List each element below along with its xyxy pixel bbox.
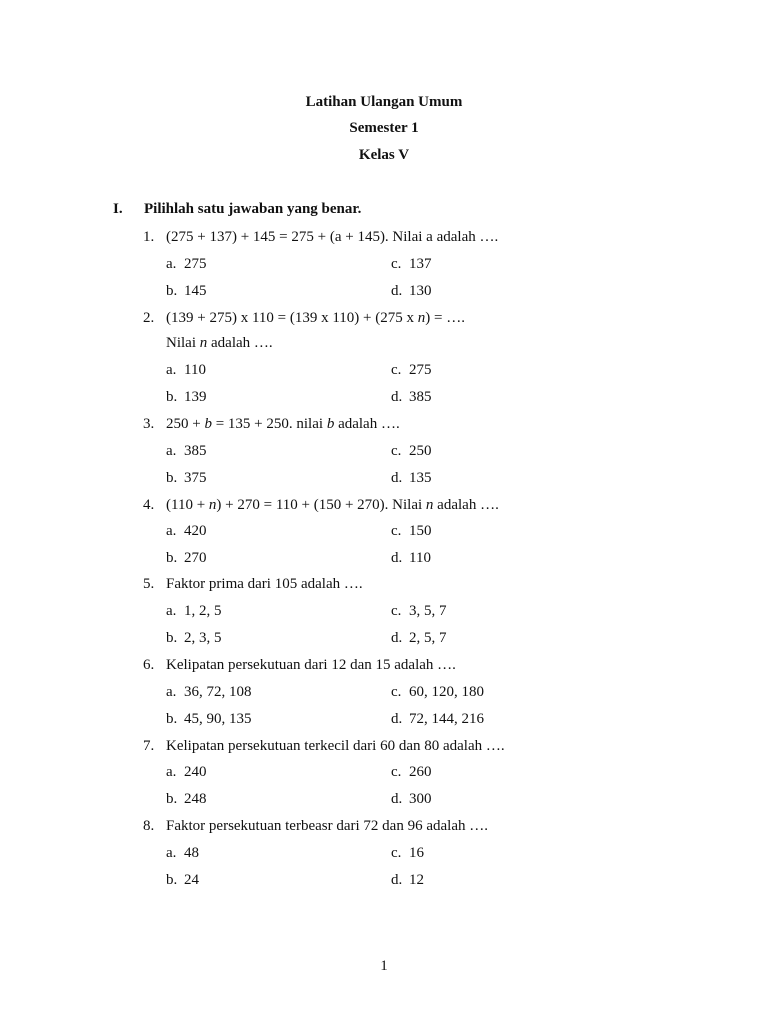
option-b: b. 248 [166, 791, 207, 807]
option-c: c. 150 [391, 523, 432, 539]
option-a: a. 110 [166, 362, 206, 378]
semester-label: Semester 1 [349, 120, 419, 136]
question-number: 2. [143, 310, 155, 326]
question-text: Faktor prima dari 105 adalah …. [166, 576, 363, 592]
option-a: a. 48 [166, 845, 199, 861]
option-b: b. 24 [166, 872, 199, 888]
option-d: d. 2, 5, 7 [391, 630, 447, 646]
question-text: Faktor persekutuan terbeasr dari 72 dan 96 adalah …. [166, 818, 488, 834]
option-d: d. 12 [391, 872, 424, 888]
class-label: Kelas V [358, 147, 410, 163]
option-c: c. 60, 120, 180 [391, 684, 484, 700]
question-text: Kelipatan persekutuan terkecil dari 60 dan 80 adalah …. [166, 738, 505, 754]
option-a: a. 385 [166, 443, 207, 459]
option-b: b. 139 [166, 389, 207, 405]
option-c: c. 250 [391, 443, 432, 459]
section-number: I. [113, 201, 123, 217]
question-number: 3. [143, 416, 155, 432]
question-number: 1. [143, 229, 155, 245]
option-a: a. 420 [166, 523, 207, 539]
option-d: d. 110 [391, 550, 431, 566]
option-a: a. 275 [166, 256, 207, 272]
page-number: 1 [380, 958, 388, 974]
option-b: b. 375 [166, 470, 207, 486]
document-title: Latihan Ulangan Umum [305, 94, 463, 110]
question-text: Kelipatan persekutuan dari 12 dan 15 adalah …. [166, 657, 456, 673]
option-d: d. 135 [391, 470, 432, 486]
option-b: b. 45, 90, 135 [166, 711, 252, 727]
option-a: a. 36, 72, 108 [166, 684, 252, 700]
option-b: b. 270 [166, 550, 207, 566]
question-text-continuation: Nilai n adalah …. [166, 335, 273, 351]
option-b: b. 145 [166, 283, 207, 299]
option-b: b. 2, 3, 5 [166, 630, 222, 646]
option-d: d. 300 [391, 791, 432, 807]
option-d: d. 130 [391, 283, 432, 299]
option-c: c. 260 [391, 764, 432, 780]
section-instruction: Pilihlah satu jawaban yang benar. [144, 201, 362, 217]
option-c: c. 16 [391, 845, 424, 861]
question-number: 8. [143, 818, 155, 834]
option-a: a. 240 [166, 764, 207, 780]
option-c: c. 275 [391, 362, 432, 378]
option-d: d. 385 [391, 389, 432, 405]
question-text: (110 + n) + 270 = 110 + (150 + 270). Nilai n adalah …. [166, 497, 499, 513]
option-a: a. 1, 2, 5 [166, 603, 222, 619]
question-text: (275 + 137) + 145 = 275 + (a + 145). Nilai a adalah …. [166, 229, 499, 245]
question-number: 5. [143, 576, 155, 592]
option-d: d. 72, 144, 216 [391, 711, 484, 727]
option-c: c. 137 [391, 256, 432, 272]
question-text: (139 + 275) x 110 = (139 x 110) + (275 x n) = …. [166, 310, 465, 326]
question-text: 250 + b = 135 + 250. nilai b adalah …. [166, 416, 400, 432]
question-number: 6. [143, 657, 155, 673]
option-c: c. 3, 5, 7 [391, 603, 447, 619]
question-number: 4. [143, 497, 155, 513]
question-number: 7. [143, 738, 155, 754]
